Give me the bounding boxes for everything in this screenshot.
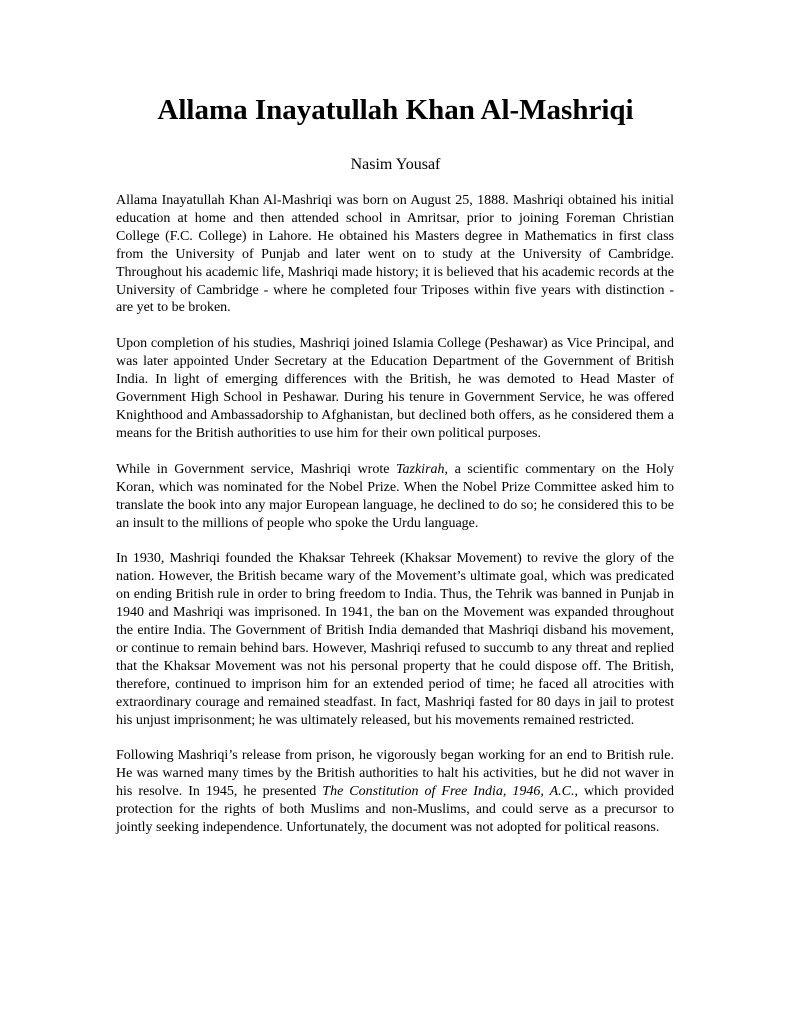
paragraph-career: Upon completion of his studies, Mashriqi joined Islamia College (Peshawar) as Vice Principal, and was later appointed Under Secretary at the Education Department of the Government of British India. In light of emerging differences with the British, he was demoted to Head Master of Government High School in Peshawar. During his tenure in Government Service, he was offered Knighthood and Ambassadorship to Afghanistan, but declined both offers, as he considered them a means for the British authorities to use him for their own political purposes.: [116, 336, 674, 441]
document-body: [116, 192, 674, 855]
paragraph-text: , a scientific commentary on the Holy Koran, which was nominated for the Nobel Prize. When the Nobel Prize Committee asked him to translate the book into any major European language, he declined to do so; he considered this to be an insult to the millions of people who spoke the Urdu language.: [116, 461, 674, 531]
document-title: Allama Inayatullah Khan Al-Mashriqi: [157, 94, 634, 126]
constitution-title: The Constitution of Free India, 1946, A.C.: [322, 784, 575, 800]
paragraph-birth-education: Allama Inayatullah Khan Al-Mashriqi was born on August 25, 1888. Mashriqi obtained his initial education at home and then attended school in Amritsar, prior to joining Foreman Christian College (F.C. College) in Lahore. He obtained his Masters degree in Mathematics in first class from the University of Punjab and later went on to study at the University of Cambridge. Throughout his academic life, Mashriqi made history; it is believed that his academic records at the University of Cambridge - where he completed four Triposes within five years with distinction - are yet to be broken.: [116, 193, 674, 316]
book-title: Tazkirah: [396, 461, 445, 477]
paragraph-constitution: [116, 747, 674, 837]
paragraph-text: While in Government service, Mashriqi wrote: [116, 461, 397, 477]
paragraph-text: , which provided protection for the rights of both Muslims and non-Muslims, and could serve as a precursor to jointly seeking independence. Unfortunately, the document was not adopted for political reasons.: [116, 784, 674, 836]
paragraph-khaksar-movement: In 1930, Mashriqi founded the Khaksar Tehreek (Khaksar Movement) to revive the glory of the nation. However, the British became wary of the Movement’s ultimate goal, which was predicated on ending British rule in order to bring freedom to India. Thus, the Tehrik was banned in Punjab in 1940 and Mashriqi was imprisoned. In 1941, the ban on the Movement was expanded throughout the entire India. The Government of British India demanded that Mashriqi disband his movement, or continue to remain behind bars. However, Mashriqi refused to succumb to any threat and replied that the Khaksar Movement was not his personal property that he could dispose off. The British, therefore, continued to imprison him for an extended period of time; he faced all atrocities with extraordinary courage and remained steadfast. In fact, Mashriqi fasted for 80 days in jail to protest his unjust imprisonment; he was ultimately released, but his movements remained restricted.: [116, 551, 674, 728]
paragraph-text: Following Mashriqi’s release from prison, he vigorously began working for an end to British rule. He was warned many times by the British authorities to halt his activities, but he did not waver in his resolve. In 1945, he presented: [116, 748, 674, 800]
author-name: Nasim Yousaf: [350, 156, 441, 173]
paragraph-tazkirah: [116, 461, 674, 533]
